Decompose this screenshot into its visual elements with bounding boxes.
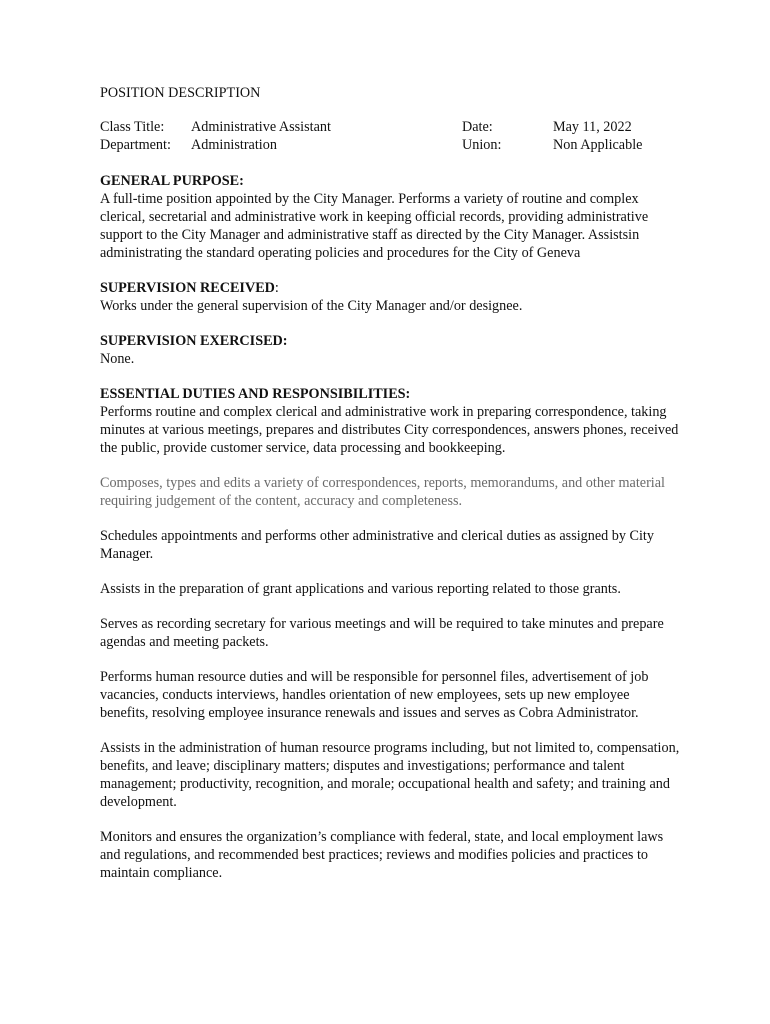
duty-paragraph: Assists in the administration of human resource programs including, but not limited to, compensation, benefits, and leave; disciplinary matters; disputes and investigations; performance and talent management; productivity, recognition, and morale; occupational health and safety; and training and development. bbox=[100, 740, 680, 810]
supervision-exercised-section bbox=[100, 332, 680, 368]
position-info bbox=[100, 118, 680, 154]
date-value: May 11, 2022 bbox=[553, 119, 632, 135]
supervision-exercised-heading: SUPERVISION EXERCISED: bbox=[100, 333, 288, 349]
supervision-exercised-text: None. bbox=[100, 351, 135, 367]
department-label: Department: bbox=[100, 137, 171, 153]
general-purpose-heading: GENERAL PURPOSE: bbox=[100, 173, 244, 189]
general-purpose-text: A full-time position appointed by the City Manager. Performs a variety of routine and complex clerical, secretarial and administrative work in keeping official records, providing administrative support to the City Manager and administrative staff as directed by the City Manager. Assistsin administrating the standard operating policies and procedures for the City of Geneva bbox=[100, 191, 649, 261]
essential-duties-heading: ESSENTIAL DUTIES AND RESPONSIBILITIES: bbox=[100, 386, 411, 402]
union-label: Union: bbox=[462, 137, 502, 153]
department-value: Administration bbox=[191, 137, 277, 153]
union-value: Non Applicable bbox=[553, 137, 643, 153]
supervision-received-heading: SUPERVISION RECEIVED bbox=[100, 280, 275, 296]
supervision-received-colon: : bbox=[274, 280, 279, 296]
duty-paragraph: Performs human resource duties and will be responsible for personnel files, advertisement of job vacancies, conducts interviews, handles orientation of new employees, sets up new employee benefits, resolving employee insurance renewals and issues and serves as Cobra Administrator. bbox=[100, 669, 649, 721]
document-page bbox=[100, 84, 680, 899]
duty-paragraph: Monitors and ensures the organization’s compliance with federal, state, and local employment laws and regulations, and recommended best practices; reviews and modifies policies and practices to maintain compliance. bbox=[100, 829, 664, 881]
document-title: POSITION DESCRIPTION bbox=[100, 85, 261, 101]
duty-paragraph: Assists in the preparation of grant applications and various reporting related to those grants. bbox=[100, 581, 621, 597]
class-title-label: Class Title: bbox=[100, 119, 165, 135]
essential-duties-section bbox=[100, 385, 680, 457]
duty-paragraph: Schedules appointments and performs other administrative and clerical duties as assigned by City Manager. bbox=[100, 528, 654, 562]
date-label: Date: bbox=[462, 119, 493, 135]
general-purpose-section bbox=[100, 172, 680, 262]
class-title-value: Administrative Assistant bbox=[191, 119, 331, 135]
duty-paragraph: Composes, types and edits a variety of correspondences, reports, memorandums, and other material requiring judgement of the content, accuracy and completeness. bbox=[100, 475, 665, 509]
supervision-received-section bbox=[100, 279, 680, 315]
essential-duties-intro: Performs routine and complex clerical and administrative work in preparing correspondence, taking minutes at various meetings, prepares and distributes City correspondences, answers phones, received the public, provide customer service, data processing and bookkeeping. bbox=[100, 404, 679, 456]
duty-paragraph: Serves as recording secretary for various meetings and will be required to take minutes and prepare agendas and meeting packets. bbox=[100, 616, 664, 650]
supervision-received-text: Works under the general supervision of the City Manager and/or designee. bbox=[100, 298, 523, 314]
